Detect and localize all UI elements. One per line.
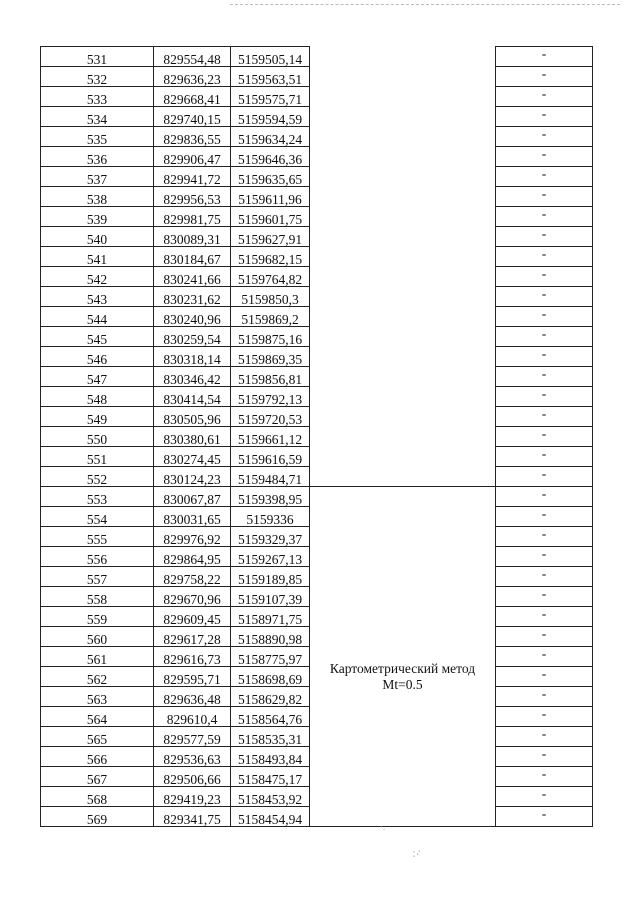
y-coordinate-cell: 5159869,2 [231,307,310,327]
point-number-cell: 565 [41,727,154,747]
blank-cell [310,327,496,347]
blank-cell [310,367,496,387]
y-coordinate-cell: 5159189,85 [231,567,310,587]
blank-cell [310,427,496,447]
point-number-cell: 541 [41,247,154,267]
dash-cell: - [496,287,593,307]
x-coordinate-cell: 829758,22 [154,567,231,587]
x-coordinate-cell: 829341,75 [154,807,231,827]
blank-cell [310,87,496,107]
y-coordinate-cell: 5159875,16 [231,327,310,347]
point-number-cell: 554 [41,507,154,527]
scan-edge-line [230,4,620,7]
dash-cell: - [496,507,593,527]
dash-cell: - [496,307,593,327]
dash-cell: - [496,227,593,247]
blank-cell [310,247,496,267]
blank-cell [310,107,496,127]
table-row [41,427,593,447]
y-coordinate-cell: 5159611,96 [231,187,310,207]
point-number-cell: 552 [41,467,154,487]
y-coordinate-cell: 5158454,94 [231,807,310,827]
y-coordinate-cell: 5159856,81 [231,367,310,387]
method-cell [310,487,496,827]
y-coordinate-cell: 5158971,75 [231,607,310,627]
point-number-cell: 539 [41,207,154,227]
table-row [41,127,593,147]
x-coordinate-cell: 830241,66 [154,267,231,287]
dash-cell: - [496,527,593,547]
dash-cell: - [496,267,593,287]
dash-cell: - [496,67,593,87]
x-coordinate-cell: 829956,53 [154,187,231,207]
point-number-cell: 532 [41,67,154,87]
dash-cell: - [496,647,593,667]
table-row [41,307,593,327]
blank-cell [310,227,496,247]
y-coordinate-cell: 5158453,92 [231,787,310,807]
dash-cell: - [496,107,593,127]
table-row [41,387,593,407]
y-coordinate-cell: 5159634,24 [231,127,310,147]
dash-cell: - [496,327,593,347]
table-row [41,327,593,347]
x-coordinate-cell: 830067,87 [154,487,231,507]
point-number-cell: 559 [41,607,154,627]
point-number-cell: 533 [41,87,154,107]
y-coordinate-cell: 5158475,17 [231,767,310,787]
x-coordinate-cell: 829577,59 [154,727,231,747]
point-number-cell: 551 [41,447,154,467]
table-row [41,467,593,487]
y-coordinate-cell: 5159594,59 [231,107,310,127]
x-coordinate-cell: 829941,72 [154,167,231,187]
table-row [41,147,593,167]
y-coordinate-cell: 5159627,91 [231,227,310,247]
table-row [41,107,593,127]
blank-cell [310,407,496,427]
y-coordinate-cell: 5159563,51 [231,67,310,87]
dash-cell: - [496,187,593,207]
dash-cell: - [496,407,593,427]
y-coordinate-cell: 5159682,15 [231,247,310,267]
point-number-cell: 560 [41,627,154,647]
table-row [41,347,593,367]
dash-cell: - [496,447,593,467]
y-coordinate-cell: 5158629,82 [231,687,310,707]
method-name: Картометрический метод [329,660,476,676]
x-coordinate-cell: 830380,61 [154,427,231,447]
dash-cell: - [496,687,593,707]
x-coordinate-cell: 830346,42 [154,367,231,387]
point-number-cell: 550 [41,427,154,447]
x-coordinate-cell: 829836,55 [154,127,231,147]
table-row [41,207,593,227]
table-row [41,47,593,67]
blank-cell [310,207,496,227]
blank-cell [310,347,496,367]
point-number-cell: 538 [41,187,154,207]
point-number-cell: 545 [41,327,154,347]
dash-cell: - [496,427,593,447]
point-number-cell: 549 [41,407,154,427]
dash-cell: - [496,207,593,227]
coordinates-table [40,46,593,827]
y-coordinate-cell: 5159107,39 [231,587,310,607]
point-number-cell: 561 [41,647,154,667]
y-coordinate-cell: 5158564,76 [231,707,310,727]
blank-cell [310,187,496,207]
point-number-cell: 553 [41,487,154,507]
y-coordinate-cell: 5159764,82 [231,267,310,287]
point-number-cell: 567 [41,767,154,787]
dash-cell: - [496,367,593,387]
blank-cell [310,287,496,307]
point-number-cell: 562 [41,667,154,687]
dash-cell: - [496,167,593,187]
point-number-cell: 563 [41,687,154,707]
blank-cell [310,147,496,167]
point-number-cell: 540 [41,227,154,247]
point-number-cell: 547 [41,367,154,387]
point-number-cell: 548 [41,387,154,407]
x-coordinate-cell: 830318,14 [154,347,231,367]
point-number-cell: 558 [41,587,154,607]
x-coordinate-cell: 829668,41 [154,87,231,107]
y-coordinate-cell: 5159635,65 [231,167,310,187]
table-row [41,167,593,187]
y-coordinate-cell: 5159869,35 [231,347,310,367]
x-coordinate-cell: 829740,15 [154,107,231,127]
y-coordinate-cell: 5159267,13 [231,547,310,567]
blank-cell [310,447,496,467]
x-coordinate-cell: 829536,63 [154,747,231,767]
dash-cell: - [496,787,593,807]
x-coordinate-cell: 830231,62 [154,287,231,307]
point-number-cell: 569 [41,807,154,827]
table-row [41,267,593,287]
dash-cell: - [496,747,593,767]
dash-cell: - [496,247,593,267]
dash-cell: - [496,767,593,787]
dash-cell: - [496,87,593,107]
x-coordinate-cell: 829506,66 [154,767,231,787]
blank-cell [310,47,496,67]
y-coordinate-cell: 5159720,53 [231,407,310,427]
blank-cell [310,307,496,327]
dash-cell: - [496,467,593,487]
x-coordinate-cell: 829595,71 [154,667,231,687]
x-coordinate-cell: 829616,73 [154,647,231,667]
blank-cell [310,467,496,487]
table-row [41,367,593,387]
point-number-cell: 543 [41,287,154,307]
point-number-cell: 542 [41,267,154,287]
x-coordinate-cell: 830124,23 [154,467,231,487]
x-coordinate-cell: 829864,95 [154,547,231,567]
dash-cell: - [496,587,593,607]
dash-cell: - [496,627,593,647]
point-number-cell: 555 [41,527,154,547]
table-row [41,287,593,307]
scan-artifact-dot: ·. [380,822,386,832]
point-number-cell: 546 [41,347,154,367]
x-coordinate-cell: 829976,92 [154,527,231,547]
y-coordinate-cell: 5159792,13 [231,387,310,407]
table-row [41,67,593,87]
y-coordinate-cell: 5159601,75 [231,207,310,227]
blank-cell [310,387,496,407]
x-coordinate-cell: 829610,4 [154,707,231,727]
x-coordinate-cell: 829419,23 [154,787,231,807]
point-number-cell: 556 [41,547,154,567]
dash-cell: - [496,567,593,587]
y-coordinate-cell: 5159850,3 [231,287,310,307]
x-coordinate-cell: 830274,45 [154,447,231,467]
x-coordinate-cell: 830414,54 [154,387,231,407]
scan-artifact-mark: ∴· [409,846,424,861]
dash-cell: - [496,807,593,827]
x-coordinate-cell: 829906,47 [154,147,231,167]
point-number-cell: 535 [41,127,154,147]
dash-cell: - [496,127,593,147]
dash-cell: - [496,347,593,367]
blank-cell [310,167,496,187]
dash-cell: - [496,547,593,567]
point-number-cell: 566 [41,747,154,767]
y-coordinate-cell: 5159661,12 [231,427,310,447]
table-row [41,227,593,247]
y-coordinate-cell: 5159505,14 [231,47,310,67]
blank-cell [310,127,496,147]
point-number-cell: 534 [41,107,154,127]
y-coordinate-cell: 5158535,31 [231,727,310,747]
dash-cell: - [496,607,593,627]
x-coordinate-cell: 829636,48 [154,687,231,707]
dash-cell: - [496,487,593,507]
y-coordinate-cell: 5159329,37 [231,527,310,547]
x-coordinate-cell: 830259,54 [154,327,231,347]
table-row [41,187,593,207]
x-coordinate-cell: 830031,65 [154,507,231,527]
y-coordinate-cell: 5159336 [231,507,310,527]
y-coordinate-cell: 5159646,36 [231,147,310,167]
x-coordinate-cell: 829636,23 [154,67,231,87]
y-coordinate-cell: 5158493,84 [231,747,310,767]
blank-cell [310,267,496,287]
x-coordinate-cell: 830184,67 [154,247,231,267]
x-coordinate-cell: 830089,31 [154,227,231,247]
point-number-cell: 537 [41,167,154,187]
x-coordinate-cell: 829617,28 [154,627,231,647]
dash-cell: - [496,707,593,727]
dash-cell: - [496,387,593,407]
dash-cell: - [496,667,593,687]
point-number-cell: 544 [41,307,154,327]
table-row [41,407,593,427]
y-coordinate-cell: 5158775,97 [231,647,310,667]
table-row [41,87,593,107]
x-coordinate-cell: 829609,45 [154,607,231,627]
dash-cell: - [496,727,593,747]
point-number-cell: 531 [41,47,154,67]
coordinates-table-body [41,47,593,827]
point-number-cell: 536 [41,147,154,167]
y-coordinate-cell: 5158890,98 [231,627,310,647]
y-coordinate-cell: 5158698,69 [231,667,310,687]
table-row [41,487,593,507]
point-number-cell: 568 [41,787,154,807]
x-coordinate-cell: 829981,75 [154,207,231,227]
table-row [41,447,593,467]
method-accuracy: Mt=0.5 [382,676,423,692]
table-row [41,247,593,267]
x-coordinate-cell: 830240,96 [154,307,231,327]
x-coordinate-cell: 829554,48 [154,47,231,67]
dash-cell: - [496,47,593,67]
x-coordinate-cell: 830505,96 [154,407,231,427]
point-number-cell: 564 [41,707,154,727]
y-coordinate-cell: 5159616,59 [231,447,310,467]
y-coordinate-cell: 5159398,95 [231,487,310,507]
x-coordinate-cell: 829670,96 [154,587,231,607]
blank-cell [310,67,496,87]
point-number-cell: 557 [41,567,154,587]
y-coordinate-cell: 5159484,71 [231,467,310,487]
dash-cell: - [496,147,593,167]
y-coordinate-cell: 5159575,71 [231,87,310,107]
